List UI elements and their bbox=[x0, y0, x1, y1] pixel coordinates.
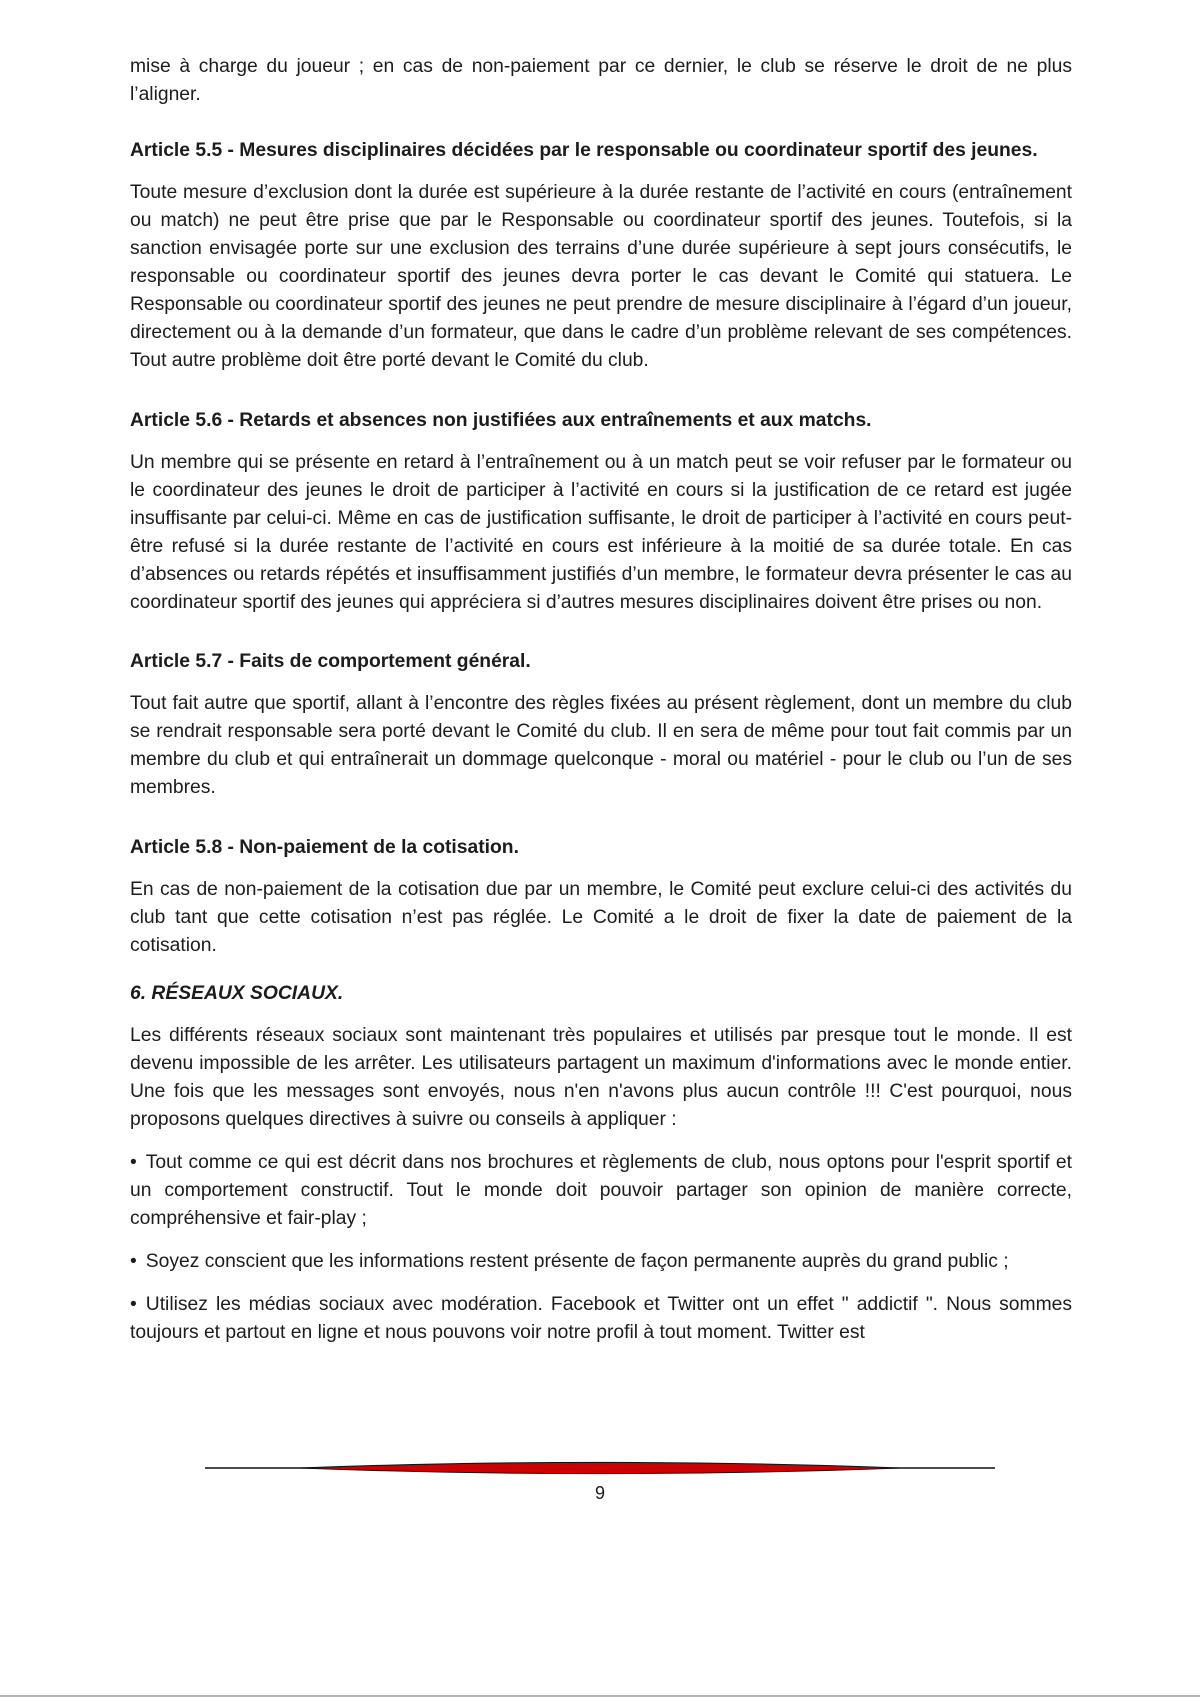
bullet-text: Utilisez les médias sociaux avec modération. Facebook et Twitter ont un effet " addictif ". Nous sommes toujours et partout en ligne et nous pouvons voir notre profil à tout moment. Twitter est bbox=[130, 1293, 1072, 1343]
bullet-icon: • bbox=[130, 1250, 137, 1272]
footer-divider-lens bbox=[300, 1462, 900, 1473]
bullet-item bbox=[130, 1248, 1072, 1276]
page-footer bbox=[0, 1460, 1200, 1506]
article-5-6-heading: Article 5.6 - Retards et absences non justifiées aux entraînements et aux matchs. bbox=[130, 409, 872, 431]
article-5-7-body: Tout fait autre que sportif, allant à l’encontre des règles fixées au présent règlement, dont un membre du club se rendrait responsable sera porté devant le Comité du club. Il en sera de même pour tout fait commis par un membre du club et qui entraînerait un dommage quelconque - moral ou matériel - pour le club ou l’un de ses membres. bbox=[130, 693, 1072, 799]
article-5-8-heading: Article 5.8 - Non-paiement de la cotisation. bbox=[130, 837, 519, 859]
footer-divider bbox=[205, 1460, 995, 1476]
bullet-item bbox=[130, 1149, 1072, 1233]
page-number: 9 bbox=[594, 1483, 605, 1503]
article-5-8-body: En cas de non-paiement de la cotisation due par un membre, le Comité peut exclure celui-ci des activités du club tant que cette cotisation n’est pas réglée. Le Comité a le droit de fixer la date de paiement de la cotisation. bbox=[130, 879, 1072, 957]
bullet-icon: • bbox=[130, 1293, 137, 1315]
social-networks-intro: Les différents réseaux sociaux sont maintenant très populaires et utilisés par presque tout le monde. Il est devenu impossible de les arrêter. Les utilisateurs partagent un maximum d'informations avec le monde entier. Une fois que les messages sont envoyés, nous n'en n'avons plus aucun contrôle !!! C'est pourquoi, nous proposons quelques directives à suivre ou conseils à appliquer : bbox=[130, 1025, 1072, 1131]
article-5-5-heading: Article 5.5 - Mesures disciplinaires décidées par le responsable ou coordinateur sportif des jeunes. bbox=[130, 139, 1038, 161]
article-5-6-body: Un membre qui se présente en retard à l’entraînement ou à un match peut se voir refuser par le formateur ou le coordinateur des jeunes le droit de participer à l’activité en cours si la justification de ce retard est jugée insuffisante par celui-ci. Même en cas de justification suffisante, le droit de participer à l’activité en cours peut-être refusé si la durée restante de l’activité en cours est inférieure à la moitié de sa durée totale. En cas d’absences ou retards répétés et insuffisamment justifiés d’un membre, le formateur devra présenter le cas au coordinateur sportif des jeunes qui appréciera si d’autres mesures disciplinaires doivent être prises ou non. bbox=[130, 451, 1072, 613]
bullet-text: Soyez conscient que les informations restent présente de façon permanente auprès du grand public ; bbox=[145, 1250, 1009, 1272]
bullet-text: Tout comme ce qui est décrit dans nos brochures et règlements de club, nous optons pour l'esprit sportif et un comportement constructif. Tout le monde doit pouvoir partager son opinion de manière correcte, compréhensive et fair-play ; bbox=[130, 1152, 1072, 1229]
paragraph-continuation: mise à charge du joueur ; en cas de non-paiement par ce dernier, le club se réserve le droit de ne plus l’aligner. bbox=[130, 56, 1072, 105]
bullet-icon: • bbox=[130, 1152, 137, 1174]
article-5-7-heading: Article 5.7 - Faits de comportement général. bbox=[130, 651, 531, 673]
bullet-item bbox=[130, 1291, 1072, 1347]
article-5-5-body: Toute mesure d’exclusion dont la durée est supérieure à la durée restante de l’activité en cours (entraînement ou match) ne peut être prise que par le Responsable ou coordinateur sportif des jeunes. Toutefois, si la sanction envisagée porte sur une exclusion des terrains d’une durée supérieure à sept jours consécutifs, le responsable ou coordinateur sportif des jeunes devra porter le cas devant le Comité qui statuera. Le Responsable ou coordinateur sportif des jeunes ne peut prendre de mesure disciplinaire à l’égard d’un joueur, directement ou à la demande d’un formateur, que dans le cadre d’un problème relevant de ses compétences. Tout autre problème doit être porté devant le Comité du club. bbox=[130, 181, 1072, 371]
social-networks-heading: 6. RÉSEAUX SOCIAUX. bbox=[130, 983, 344, 1005]
